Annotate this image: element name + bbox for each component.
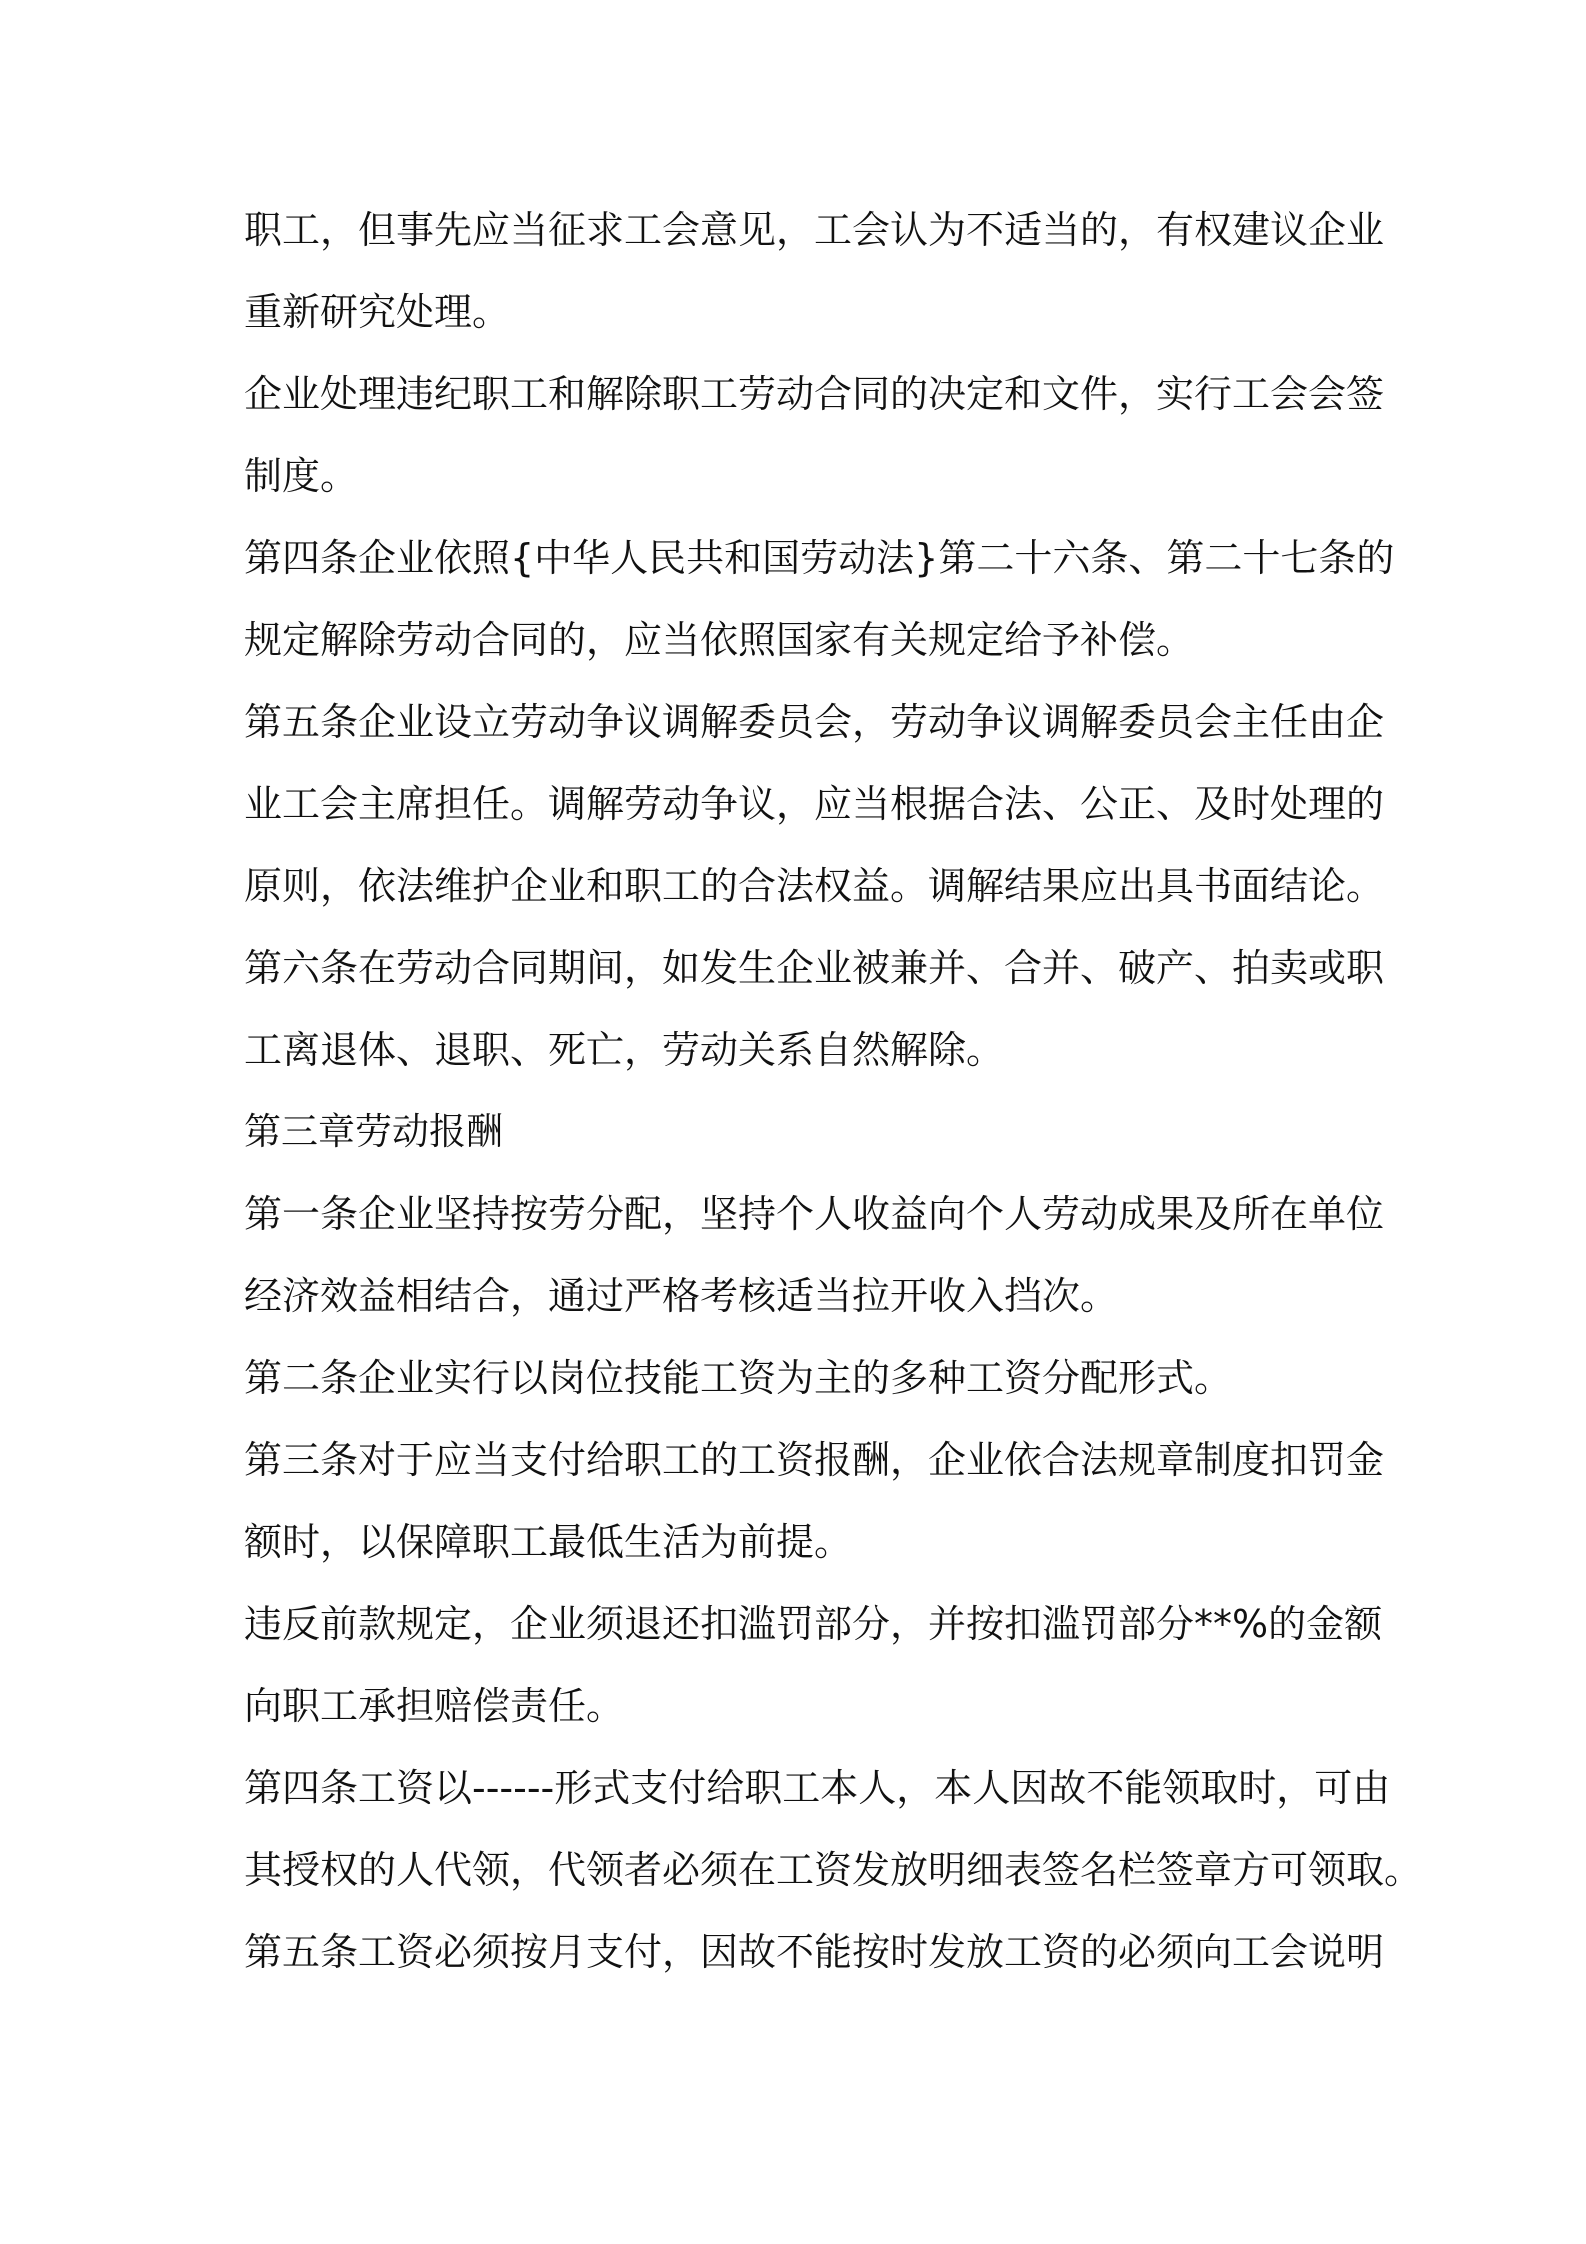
paragraph-line: 向职工承担赔偿责任。 xyxy=(244,1684,625,1728)
paragraph-line: 第五条工资必须按月支付，因故不能按时发放工资的必须向工会说明 xyxy=(244,1930,1385,1974)
paragraph-line: 职工，但事先应当征求工会意见，工会认为不适当的，有权建议企业 xyxy=(244,208,1385,252)
paragraph-line: 业工会主席担任。调解劳动争议，应当根据合法、公正、及时处理的 xyxy=(244,782,1385,826)
paragraph-line: 第二条企业实行以岗位技能工资为主的多种工资分配形式。 xyxy=(244,1356,1233,1400)
paragraph-line: 重新研究处理。 xyxy=(244,290,511,334)
chapter-heading: 第三章劳动报酬 xyxy=(244,1110,503,1153)
paragraph-line: 企业处理违纪职工和解除职工劳动合同的决定和文件，实行工会会签 xyxy=(244,372,1385,416)
paragraph-line: 其授权的人代领，代领者必须在工资发放明细表签名栏签章方可领取。 xyxy=(244,1848,1423,1892)
paragraph-line: 额时，以保障职工最低生活为前提。 xyxy=(244,1520,853,1564)
paragraph-line: 第一条企业坚持按劳分配，坚持个人收益向个人劳动成果及所在单位 xyxy=(244,1192,1385,1236)
paragraph-line: 第六条在劳动合同期间，如发生企业被兼并、合并、破产、拍卖或职 xyxy=(244,946,1385,990)
paragraph-line: 原则，依法维护企业和职工的合法权益。调解结果应出具书面结论。 xyxy=(244,864,1385,908)
paragraph-line: 违反前款规定，企业须退还扣滥罚部分，并按扣滥罚部分**%的金额 xyxy=(244,1602,1383,1646)
paragraph-line: 规定解除劳动合同的，应当依照国家有关规定给予补偿。 xyxy=(244,618,1195,662)
paragraph-line: 制度。 xyxy=(244,454,359,498)
paragraph-line: 经济效益相结合，通过严格考核适当拉开收入挡次。 xyxy=(244,1274,1119,1318)
paragraph-line: 第三条对于应当支付给职工的工资报酬，企业依合法规章制度扣罚金 xyxy=(244,1438,1385,1482)
paragraph-line: 工离退体、退职、死亡，劳动关系自然解除。 xyxy=(244,1028,1005,1072)
paragraph-line: 第五条企业设立劳动争议调解委员会，劳动争议调解委员会主任由企 xyxy=(244,700,1385,744)
paragraph-line: 第四条工资以------形式支付给职工本人，本人因故不能领取时，可由 xyxy=(244,1766,1391,1810)
paragraph-line: 第四条企业依照{中华人民共和国劳动法}第二十六条、第二十七条的 xyxy=(244,536,1395,580)
